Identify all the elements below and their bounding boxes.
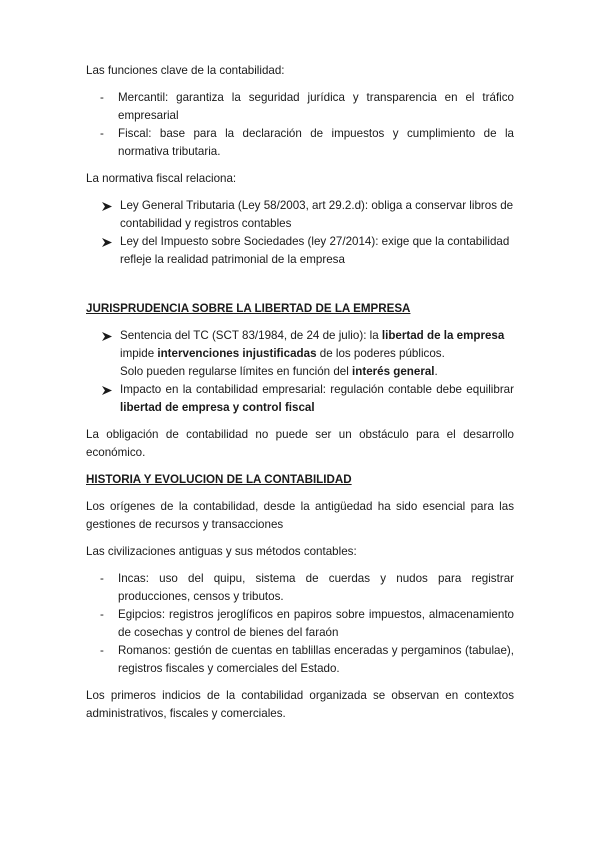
document-page (86, 62, 514, 732)
obligation-note: La obligación de contabilidad no puede ser un obstáculo para el desarrollo económico. (86, 428, 514, 459)
dash-bullet: - (100, 608, 104, 621)
civilizations-list (86, 570, 514, 678)
list-item: - Mercantil: garantiza la seguridad jurídica y transparencia en el tráfico empresarial (100, 91, 514, 122)
functions-list (86, 89, 514, 161)
arrow-bullet-icon (102, 202, 112, 211)
dash-bullet: - (100, 91, 104, 104)
list-item: Sentencia del TC (SCT 83/1984, de 24 de julio): la libertad de la empresa impide intervenciones injustificadas de los poderes públicos. Solo pueden regularse límites en función del interés general. (86, 327, 514, 381)
arrow-bullet-icon (102, 386, 112, 395)
civilizations-intro: Las civilizaciones antiguas y sus métodos contables: (86, 545, 357, 558)
arrow-bullet-icon (102, 332, 112, 341)
list-item: Ley del Impuesto sobre Sociedades (ley 27/2014): exige que la contabilidad refleje la realidad patrimonial de la empresa (86, 233, 514, 269)
list-item: Ley General Tributaria (Ley 58/2003, art 29.2.d): obliga a conservar libros de contabilidad y registros contables (86, 197, 514, 233)
list-item: - Incas: uso del quipu, sistema de cuerdas y nudos para registrar producciones, censos y tributos. (100, 572, 514, 603)
dash-bullet: - (100, 644, 104, 657)
section-heading: HISTORIA Y EVOLUCION DE LA CONTABILIDAD (86, 473, 352, 486)
list-item: - Egipcios: registros jeroglíficos en papiros sobre impuestos, almacenamiento de cosechas y control de bienes del faraón (100, 608, 514, 639)
dash-bullet: - (100, 127, 104, 140)
arrow-bullet-icon (102, 238, 112, 247)
fiscal-list (86, 197, 514, 269)
section-heading: JURISPRUDENCIA SOBRE LA LIBERTAD DE LA EMPRESA (86, 302, 411, 315)
fiscal-intro: La normativa fiscal relaciona: (86, 172, 237, 185)
functions-intro: Las funciones clave de la contabilidad: (86, 64, 285, 77)
jurisprudence-list (86, 327, 514, 417)
dash-bullet: - (100, 572, 104, 585)
closing-paragraph: Los primeros indicios de la contabilidad organizada se observan en contextos administrativos, fiscales y comerciales. (86, 689, 514, 720)
list-item: Impacto en la contabilidad empresarial: regulación contable debe equilibrar libertad de empresa y control fiscal (86, 381, 514, 417)
origins-paragraph: Los orígenes de la contabilidad, desde la antigüedad ha sido esencial para las gestiones de recursos y transacciones (86, 500, 514, 531)
list-item: - Fiscal: base para la declaración de impuestos y cumplimiento de la normativa tributaria. (100, 127, 514, 158)
list-item: - Romanos: gestión de cuentas en tablillas enceradas y pergaminos (tabulae), registros fiscales y comerciales del Estado. (100, 644, 514, 675)
